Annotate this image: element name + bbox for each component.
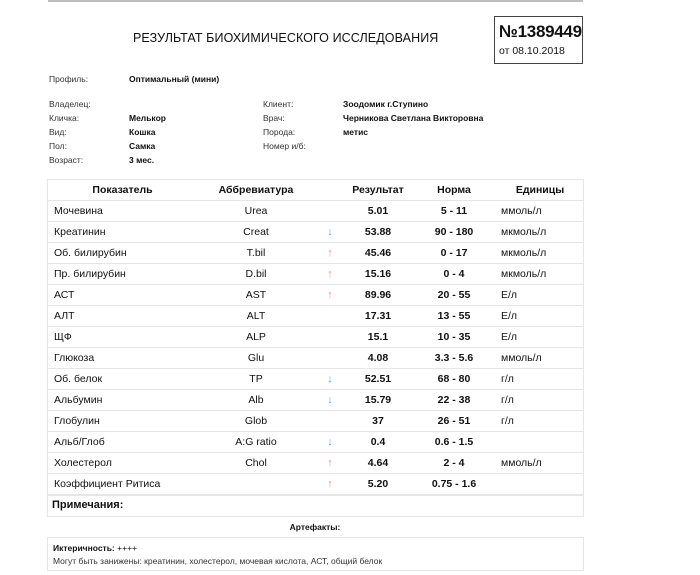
- unit: ммоль/л: [497, 453, 584, 474]
- header-units: Единицы: [497, 180, 584, 201]
- abbreviation: A:G ratio: [197, 432, 315, 453]
- client-value: Зоодомик г.Ступино: [343, 99, 429, 109]
- pet-name-value: Мелькор: [129, 113, 166, 123]
- previous-page-border: [48, 0, 583, 2]
- norm-range: 68 - 80: [411, 369, 497, 390]
- icterus-line: [53, 543, 137, 553]
- flag-empty: [315, 201, 345, 222]
- norm-range: 0 - 17: [411, 243, 497, 264]
- owner-label: Владелец:: [49, 99, 91, 109]
- artifacts-title: Артефакты:: [289, 522, 341, 532]
- result-value: 5.01: [345, 201, 411, 222]
- result-value: 45.46: [345, 243, 411, 264]
- report-number: №1389449: [499, 22, 582, 41]
- abbreviation: Alb: [197, 390, 315, 411]
- norm-range: 0.75 - 1.6: [411, 474, 497, 495]
- flag-empty: [315, 348, 345, 369]
- icterus-value: ++++: [117, 543, 138, 553]
- results-table: [47, 179, 584, 495]
- result-value: 5.20: [345, 474, 411, 495]
- sex-value: Самка: [129, 141, 156, 151]
- sex-label: Пол:: [49, 141, 67, 151]
- abbreviation: [197, 474, 315, 495]
- arrow-up-icon: ↑: [315, 474, 345, 495]
- doctor-label: Врач:: [263, 113, 285, 123]
- abbreviation: TP: [197, 369, 315, 390]
- unit: Е/л: [497, 285, 584, 306]
- parameter-name: Об. билирубин: [48, 243, 198, 264]
- species-label: Вид:: [49, 127, 67, 137]
- result-value: 17.31: [345, 306, 411, 327]
- flag-empty: [315, 327, 345, 348]
- result-value: 89.96: [345, 285, 411, 306]
- arrow-up-icon: ↑: [315, 453, 345, 474]
- norm-range: 0.6 - 1.5: [411, 432, 497, 453]
- notes-label: Примечания:: [52, 499, 124, 511]
- norm-range: 3.3 - 5.6: [411, 348, 497, 369]
- pet-name-label: Кличка:: [49, 113, 80, 123]
- table-row: [48, 369, 584, 390]
- abbreviation: Creat: [197, 222, 315, 243]
- parameter-name: АСТ: [48, 285, 198, 306]
- age-value: 3 мес.: [129, 155, 155, 165]
- table-row: [48, 306, 584, 327]
- norm-range: 13 - 55: [411, 306, 497, 327]
- icterus-label: Иктеричность:: [53, 543, 115, 553]
- parameter-name: Креатинин: [48, 222, 198, 243]
- report-date: от 08.10.2018: [499, 45, 565, 57]
- notes-section: [47, 495, 584, 517]
- unit: г/л: [497, 390, 584, 411]
- table-row: [48, 390, 584, 411]
- norm-range: 20 - 55: [411, 285, 497, 306]
- arrow-up-icon: ↑: [315, 264, 345, 285]
- table-row: [48, 474, 584, 495]
- abbreviation: D.bil: [197, 264, 315, 285]
- abbreviation: AST: [197, 285, 315, 306]
- header-abbreviation: Аббревиатура: [197, 180, 315, 201]
- parameter-name: Альб/Глоб: [48, 432, 198, 453]
- header-flag: [315, 180, 345, 201]
- client-label: Клиент:: [263, 99, 294, 109]
- parameter-name: АЛТ: [48, 306, 198, 327]
- report-number-box: [494, 16, 583, 64]
- unit: ммоль/л: [497, 348, 584, 369]
- result-value: 4.64: [345, 453, 411, 474]
- artifacts-description: Могут быть занижены: креатинин, холестерол, мочевая кислота, АСТ, общий белок: [53, 556, 383, 566]
- abbreviation: Chol: [197, 453, 315, 474]
- table-row: [48, 411, 584, 432]
- norm-range: 90 - 180: [411, 222, 497, 243]
- norm-range: 26 - 51: [411, 411, 497, 432]
- table-row: [48, 348, 584, 369]
- unit: мкмоль/л: [497, 243, 584, 264]
- unit: [497, 432, 584, 453]
- result-value: 37: [345, 411, 411, 432]
- arrow-down-icon: ↓: [315, 369, 345, 390]
- abbreviation: T.bil: [197, 243, 315, 264]
- result-value: 4.08: [345, 348, 411, 369]
- table-row: [48, 453, 584, 474]
- age-label: Возраст:: [49, 155, 84, 165]
- unit: мкмоль/л: [497, 264, 584, 285]
- parameter-name: Об. белок: [48, 369, 198, 390]
- report-title: РЕЗУЛЬТАТ БИОХИМИЧЕСКОГО ИССЛЕДОВАНИЯ: [133, 31, 439, 45]
- header-result: Результат: [345, 180, 411, 201]
- result-value: 53.88: [345, 222, 411, 243]
- norm-range: 22 - 38: [411, 390, 497, 411]
- flag-empty: [315, 411, 345, 432]
- arrow-down-icon: ↓: [315, 432, 345, 453]
- profile-label: Профиль:: [49, 74, 89, 84]
- header-norm: Норма: [411, 180, 497, 201]
- result-value: 15.1: [345, 327, 411, 348]
- result-value: 52.51: [345, 369, 411, 390]
- header-parameter: Показатель: [48, 180, 198, 201]
- doctor-value: Черникова Светлана Викторовна: [343, 113, 484, 123]
- parameter-name: ЩФ: [48, 327, 198, 348]
- abbreviation: ALT: [197, 306, 315, 327]
- parameter-name: Пр. билирубин: [48, 264, 198, 285]
- parameter-name: Холестерол: [48, 453, 198, 474]
- result-value: 0.4: [345, 432, 411, 453]
- unit: г/л: [497, 411, 584, 432]
- profile-value: Оптимальный (мини): [129, 74, 220, 84]
- result-value: 15.16: [345, 264, 411, 285]
- species-value: Кошка: [129, 127, 156, 137]
- table-row: [48, 243, 584, 264]
- flag-empty: [315, 306, 345, 327]
- abbreviation: Glob: [197, 411, 315, 432]
- arrow-down-icon: ↓: [315, 390, 345, 411]
- unit: мкмоль/л: [497, 222, 584, 243]
- norm-range: 5 - 11: [411, 201, 497, 222]
- arrow-down-icon: ↓: [315, 222, 345, 243]
- unit: г/л: [497, 369, 584, 390]
- table-row: [48, 201, 584, 222]
- parameter-name: Мочевина: [48, 201, 198, 222]
- artifacts-box: [47, 537, 584, 571]
- breed-label: Порода:: [263, 127, 296, 137]
- table-row: [48, 222, 584, 243]
- table-row: [48, 285, 584, 306]
- parameter-name: Альбумин: [48, 390, 198, 411]
- norm-range: 10 - 35: [411, 327, 497, 348]
- abbreviation: Urea: [197, 201, 315, 222]
- parameter-name: Глюкоза: [48, 348, 198, 369]
- norm-range: 0 - 4: [411, 264, 497, 285]
- arrow-up-icon: ↑: [315, 243, 345, 264]
- table-header-row: [48, 180, 584, 201]
- parameter-name: Коэффициент Ритиса: [48, 474, 198, 495]
- parameter-name: Глобулин: [48, 411, 198, 432]
- abbreviation: Glu: [197, 348, 315, 369]
- norm-range: 2 - 4: [411, 453, 497, 474]
- unit: Е/л: [497, 327, 584, 348]
- breed-value: метис: [343, 127, 369, 137]
- abbreviation: ALP: [197, 327, 315, 348]
- result-value: 15.79: [345, 390, 411, 411]
- unit: Е/л: [497, 306, 584, 327]
- table-row: [48, 432, 584, 453]
- table-row: [48, 327, 584, 348]
- table-row: [48, 264, 584, 285]
- unit: ммоль/л: [497, 201, 584, 222]
- unit: [497, 474, 584, 495]
- case-number-label: Номер и/б:: [263, 141, 306, 151]
- arrow-up-icon: ↑: [315, 285, 345, 306]
